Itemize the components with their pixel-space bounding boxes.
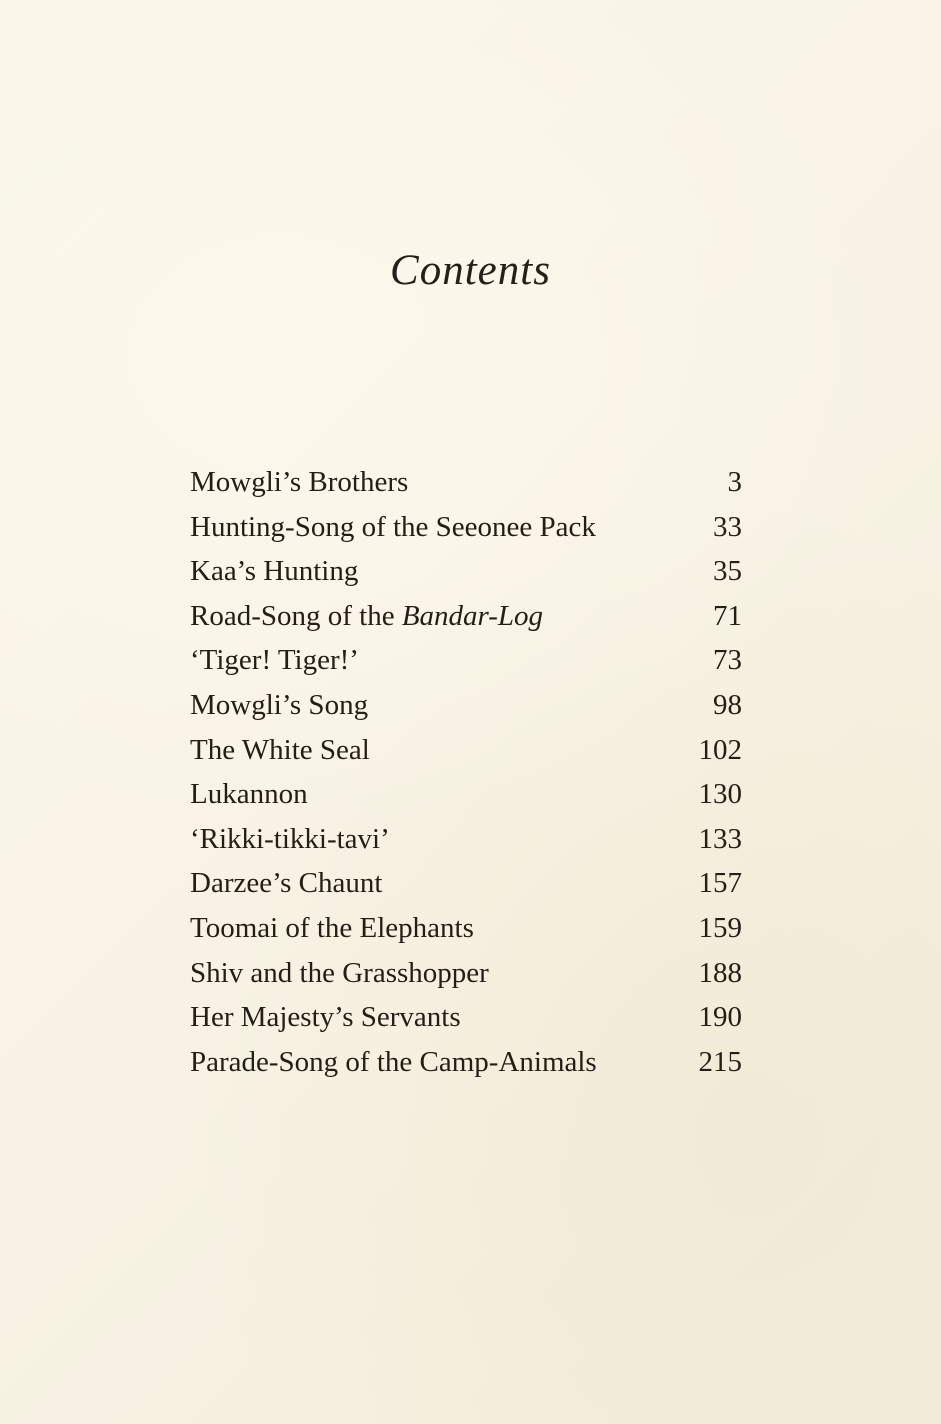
- toc-entry-title: [190, 594, 543, 639]
- toc-entry-title: [190, 817, 390, 862]
- toc-entry: [190, 594, 742, 639]
- toc-entry-title: [190, 995, 461, 1040]
- toc-entry-page: 33: [713, 510, 742, 543]
- table-of-contents: [190, 460, 742, 1084]
- toc-entry-title-text: The White Seal: [190, 733, 370, 766]
- toc-entry-title-text: Hunting-Song of the Seeonee Pack: [190, 510, 596, 543]
- toc-entry-page: 159: [698, 911, 742, 944]
- toc-entry-title-text: Shiv and the Grasshopper: [190, 956, 489, 989]
- toc-entry: [190, 861, 742, 906]
- toc-entry: [190, 817, 742, 862]
- toc-entry-page: 215: [698, 1045, 742, 1078]
- toc-entry-title: [190, 460, 408, 505]
- toc-entry-title: [190, 1040, 597, 1085]
- toc-entry-title: [190, 906, 474, 951]
- toc-entry-title-text: ‘Rikki-tikki-tavi’: [190, 822, 390, 855]
- toc-entry-title-text: Mowgli’s Song: [190, 688, 369, 721]
- toc-entry: [190, 1040, 742, 1085]
- toc-entry-page: 98: [713, 688, 742, 721]
- toc-entry-page: 157: [698, 867, 742, 900]
- toc-entry: [190, 995, 742, 1040]
- toc-entry: [190, 505, 742, 550]
- page-title: Contents: [390, 247, 551, 294]
- toc-entry-page: 3: [727, 466, 742, 498]
- toc-entry-page: 73: [713, 644, 742, 677]
- toc-entry: [190, 772, 742, 817]
- toc-entry-title-text: Kaa’s Hunting: [190, 555, 359, 588]
- toc-entry: [190, 549, 742, 594]
- toc-entry-page: 188: [698, 956, 742, 989]
- toc-entry-title: [190, 772, 308, 817]
- toc-entry-page: 102: [698, 733, 742, 766]
- toc-entry: [190, 728, 742, 773]
- toc-entry-title-text: Toomai of the Elephants: [190, 911, 474, 944]
- toc-entry-page: 130: [698, 778, 742, 811]
- toc-entry-title: [190, 683, 368, 728]
- toc-entry-title: [190, 505, 596, 550]
- toc-entry: [190, 638, 742, 683]
- toc-entry: [190, 460, 742, 505]
- toc-entry-title-text: Mowgli’s Brothers: [190, 466, 409, 498]
- toc-entry-page: 71: [713, 599, 742, 632]
- toc-entry-title: [190, 861, 382, 906]
- toc-entry-title: [190, 638, 359, 683]
- toc-entry-title-text: Her Majesty’s Servants: [190, 1001, 461, 1034]
- toc-entry-title-italic: Bandar-Log: [401, 599, 544, 632]
- toc-entry-title: [190, 951, 489, 996]
- toc-entry-page: 190: [698, 1001, 742, 1034]
- toc-entry-title-text: Road-Song of the: [190, 599, 402, 632]
- toc-entry-title-text: ‘Tiger! Tiger!’: [190, 644, 359, 677]
- toc-entry-page: 133: [698, 822, 742, 855]
- toc-entry-title: [190, 549, 358, 594]
- toc-entry-title-text: Darzee’s Chaunt: [190, 867, 383, 900]
- toc-entry: [190, 951, 742, 996]
- toc-entry-title: [190, 728, 370, 773]
- toc-entry: [190, 683, 742, 728]
- toc-entry: [190, 906, 742, 951]
- toc-entry-title-text: Parade-Song of the Camp-Animals: [190, 1045, 597, 1078]
- toc-entry-page: 35: [713, 555, 742, 588]
- toc-entry-title-text: Lukannon: [190, 778, 308, 811]
